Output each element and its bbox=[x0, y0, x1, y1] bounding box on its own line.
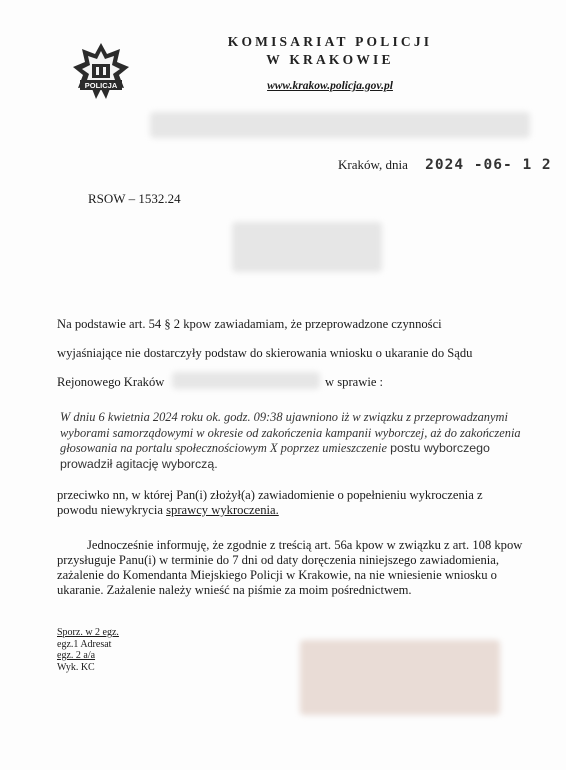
against-line-2b: sprawcy wykroczenia. bbox=[166, 503, 279, 517]
body-line-3a: Rejonowego Kraków bbox=[57, 375, 165, 389]
police-logo-icon bbox=[72, 42, 130, 100]
incident-text: W dniu 6 kwietnia 2024 roku ok. godz. 09:38 ujawniono iż w związku z przeprowadzanymi wyborami samorządowymi w okresie od zakończenia kampanii wyborczej, aż do zakończenia głosowania na portalu społecznościowym X poprzez umieszczenie bbox=[60, 410, 521, 455]
footer-line-1: Sporz. w 2 egz. bbox=[57, 627, 119, 638]
org-line-2: W KRAKOWIE bbox=[266, 52, 394, 67]
against-line-2a: powodu niewykrycia bbox=[57, 503, 163, 517]
footer-line-3: egz. 2 a/a bbox=[57, 650, 96, 661]
body-line-2: wyjaśniające nie dostarczyły podstaw do skierowania wniosku o ukaranie do Sądu bbox=[57, 346, 473, 360]
date-line bbox=[338, 157, 552, 173]
against-line-2 bbox=[57, 503, 279, 518]
org-line-1: KOMISARIAT POLICJI bbox=[227, 34, 433, 49]
organization-name bbox=[200, 33, 460, 69]
footer-notes bbox=[57, 627, 119, 673]
date-stamp: 2024 -06- 1 2 bbox=[425, 157, 552, 173]
body-line-1: Na podstawie art. 54 § 2 kpow zawiadamiam, że przeprowadzone czynności bbox=[57, 317, 442, 331]
incident-description bbox=[60, 410, 530, 472]
body-line-3b: w sprawie : bbox=[325, 375, 384, 389]
website-link[interactable]: www.krakow.policja.gov.pl bbox=[267, 80, 393, 92]
redacted-address bbox=[150, 112, 530, 138]
logo-text: POLICJA bbox=[84, 81, 118, 90]
redacted-court bbox=[172, 372, 320, 389]
footer-line-4: Wyk. KC bbox=[57, 661, 95, 673]
against-line-1: przeciwko nn, w której Pan(i) złożył(a) zawiadomienie o popełnieniu wykroczenia z bbox=[57, 488, 483, 502]
date-place: Kraków, dnia bbox=[338, 157, 408, 172]
appeal-info: Jednocześnie informuję, że zgodnie z treścią art. 56a kpow w związku z art. 108 kpow przysługuje Panu(i) w terminie do 7 dni od daty doręczenia niniejszego zawiadomienia, zażalenie do Komendanta Miejskiego Policji w Krakowie, na nie wniesienie wniosku o ukaranie. Zażalenie należy wnieść na piśmie za moim pośrednictwem. bbox=[57, 538, 523, 597]
incident-end: postu wyborczego prowadził agitację wyborczą. bbox=[60, 441, 490, 471]
redacted-recipient bbox=[232, 222, 382, 272]
reference-number: RSOW – 1532.24 bbox=[88, 191, 181, 206]
footer-line-2: egz.1 Adresat bbox=[57, 638, 112, 650]
redacted-signature bbox=[300, 640, 500, 715]
